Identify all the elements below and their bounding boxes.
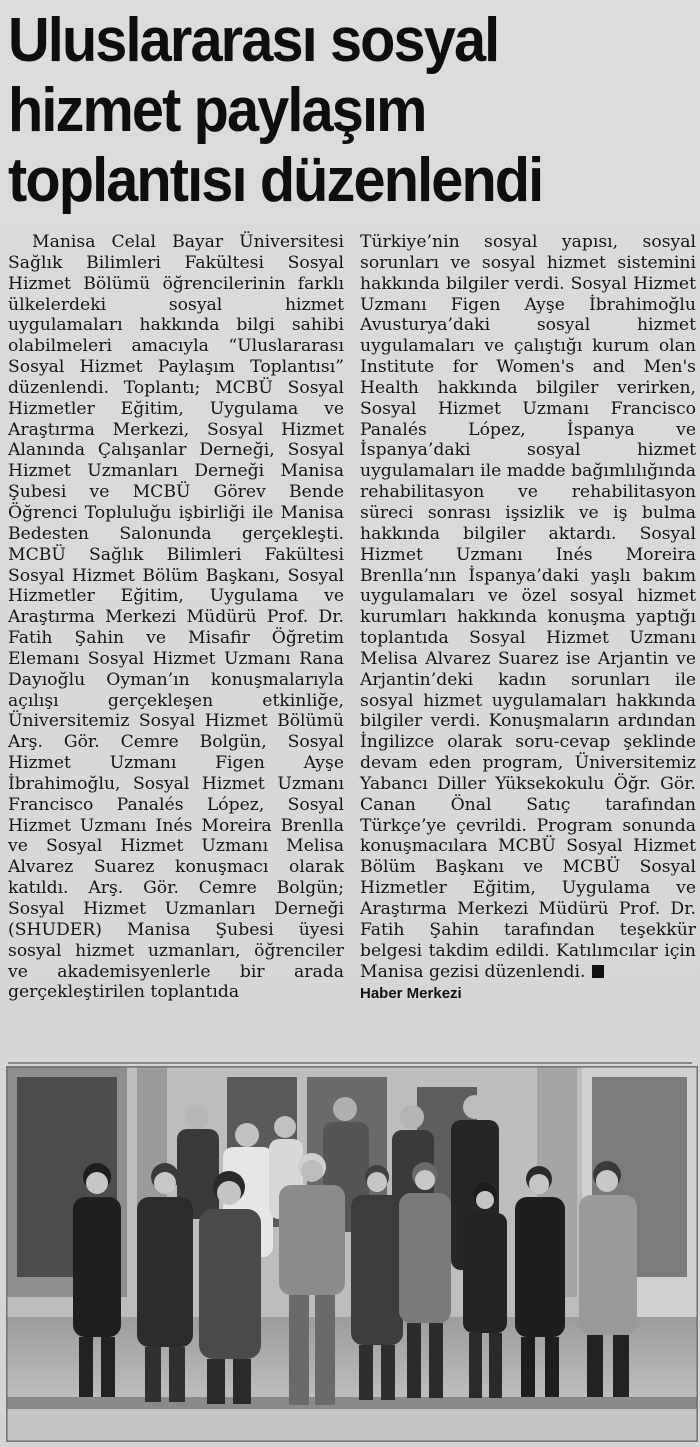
article-paragraph-left: Manisa Celal Bayar Üniversitesi Sağlık Bilimleri Fakültesi Sosyal Hizmet Bölümü öğrencilerinin farklı ülkelerdeki sosyal hizmet uygulamaları hakkında bilgi sahibi olabilmeleri amacıyla “Uluslararası Sosyal Hizmet Paylaşım Toplantısı” düzenlendi. Toplantı; MCBÜ Sosyal Hizmetler Eğitim, Uygulama ve Araştırma Merkezi, Sosyal Hizmet Alanında Çalışanlar Derneği, Sosyal Hizmet Uzmanları Derneği Manisa Şubesi ve MCBÜ Görev Bende Öğrenci Topluluğu işbirliği ile Manisa Bedesten Salonunda gerçekleşti. MCBÜ Sağlık Bilimleri Fakültesi Sosyal Hizmet Bölüm Başkanı, Sosyal Hizmetler Eğitim, Uygulama ve Araştırma Merkezi Müdürü Prof. Dr. Fatih Şahin ve Misafir Öğretim Elemanı Sosyal Hizmet Uzmanı Rana Dayıoğlu Oyman’ın konuşmalarıyla açılışı gerçekleşen etkinliğe, Üniversitemiz Sosyal Hizmet Bölümü Arş. Gör. Cemre Bolgün, Sosyal Hizmet Uzmanı Figen Ayşe İbrahimoğlu, Sosyal Hizmet Uzmanı Francisco Panalés López, Sosyal Hizmet Uzmanı Inés Moreira Brenlla ve Sosyal Hizmet Uzmanı Melisa Alvarez Suarez konuşmacı olarak katıldı. Arş. Gör. Cemre Bolgün; Sosyal Hizmet Uzmanları Derneği (SHUDER) Manisa Şubesi üyesi sosyal hizmet uzmanları, öğrenciler ve akademisyenlerle bir arada gerçekleştirilen toplantıda [8,232,344,1003]
article-body [8,232,696,1062]
headline-line-2: hizmet paylaşım [8,76,426,145]
article-text-right: Türkiye’nin sosyal yapısı, sosyal sorunları ve sosyal hizmet sistemini hakkında bilgiler verdi. Sosyal Hizmet Uzmanı Figen Ayşe İbrahimoğlu Avusturya’daki sosyal hizmet uygulamaları ve çalıştığı kurum olan Institute for Women's and Men's Health hakkında bilgiler verirken, Sosyal Hizmet Uzmanı Francisco Panalés López, İspanya ve İspanya’daki sosyal hizmet uygulamaları ile madde bağımlılığında rehabilitasyon ve rehabilitasyon süreci sonrası işsizlik ve iş bulma hakkında bilgiler aktardı. Sosyal Hizmet Uzmanı Inés Moreira Brenlla’nın İspanya’daki yaşlı bakım uygulamaları ve özel sosyal hizmet kurumları hakkında konuşma yaptığı toplantıda Sosyal Hizmet Uzmanı Melisa Alvarez Suarez ise Arjantin ve Arjantin’deki kadın sorunları ile sosyal hizmet uygulamaları hakkında bilgiler verdi. Konuşmaların ardından İngilizce olarak soru-cevap şeklinde devam eden program, Üniversitemiz Yabancı Diller Yüksekokulu Öğr. Gör. Canan Önal Satıç tarafından Türkçe’ye çevrildi. Program sonunda konuşmacılara MCBÜ Sosyal Hizmet Bölüm Başkanı ve MCBÜ Sosyal Hizmetler Eğitim, Uygulama ve Araştırma Merkezi Müdürü Prof. Dr. Fatih Şahin tarafından teşekkür belgesi takdim edildi. Katılımcılar için Manisa gezisi düzenlendi. [360,232,696,982]
group-photo [6,1066,698,1442]
article-column-left [8,232,344,1003]
end-of-article-mark [592,965,604,978]
headline-line-1: Uluslararası sosyal [8,6,499,75]
article-byline: Haber Merkezi [360,985,462,1003]
article-paragraph-right [360,232,696,982]
group-photo-icon [7,1067,697,1441]
headline-line-3: toplantısı düzenlendi [8,146,543,215]
article-column-right [360,232,696,1005]
photo-divider [8,1062,692,1064]
article-headline [8,6,650,216]
